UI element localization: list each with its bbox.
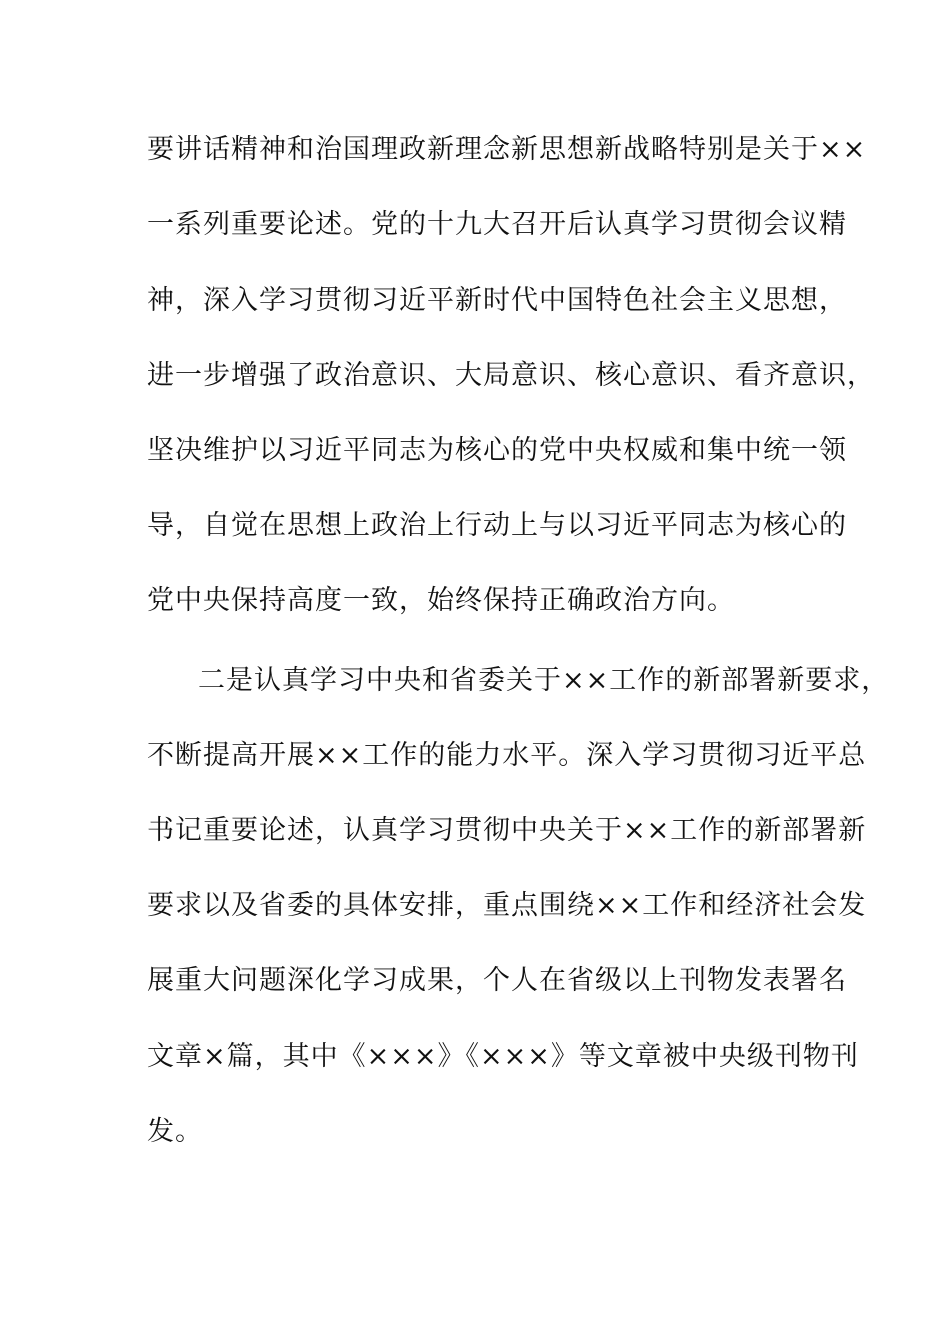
text-line-12: 展重大问题深化学习成果，个人在省级以上刊物发表署名	[147, 965, 847, 996]
text-line-1: 要讲话精神和治国理政新理念新思想新战略特别是关于××	[147, 134, 867, 165]
text-line-10: 书记重要论述，认真学习贯彻中央关于××工作的新部署新	[147, 815, 867, 846]
text-line-14: 发。	[147, 1116, 203, 1147]
text-line-9: 不断提高开展××工作的能力水平。深入学习贯彻习近平总	[147, 740, 867, 771]
text-line-4: 进一步增强了政治意识、大局意识、核心意识、看齐意识，	[147, 360, 875, 391]
paragraph-start-line: 二是认真学习中央和省委关于××工作的新部署新要求，	[198, 665, 890, 696]
text-line-11: 要求以及省委的具体安排，重点围绕××工作和经济社会发	[147, 890, 867, 921]
text-line-13: 文章×篇，其中《×××》《×××》等文章被中央级刊物刊	[147, 1041, 859, 1072]
text-line-3: 神，深入学习贯彻习近平新时代中国特色社会主义思想，	[147, 285, 847, 316]
text-line-5: 坚决维护以习近平同志为核心的党中央权威和集中统一领	[147, 435, 847, 466]
text-line-7: 党中央保持高度一致，始终保持正确政治方向。	[147, 585, 735, 616]
text-line-6: 导，自觉在思想上政治上行动上与以习近平同志为核心的	[147, 510, 847, 541]
text-line-2: 一系列重要论述。党的十九大召开后认真学习贯彻会议精	[147, 209, 847, 240]
